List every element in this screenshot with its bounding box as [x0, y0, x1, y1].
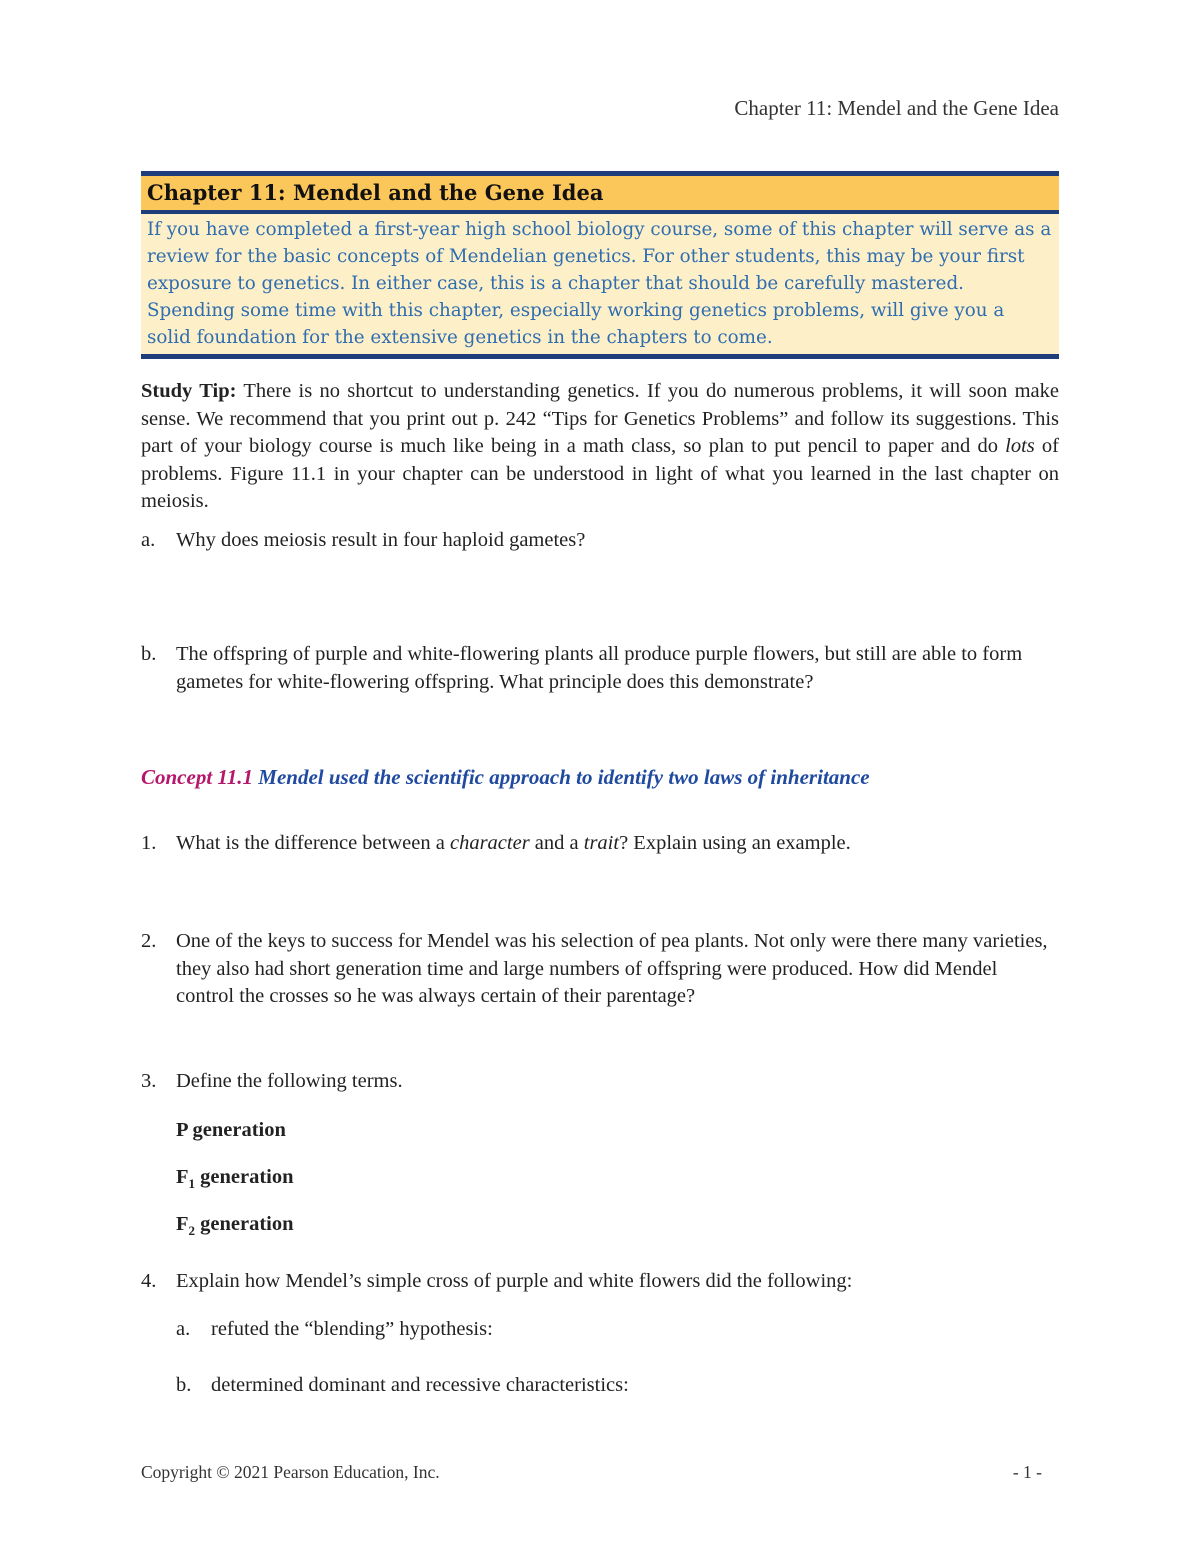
- term-subscript: 1: [188, 1176, 196, 1192]
- study-tip-text-2: of problems. Figure 11.1 in your chapter can be understood in light of what you learned in the last chapter on meiosis.: [141, 435, 1060, 512]
- question-marker: 2.: [141, 930, 157, 952]
- chapter-banner: [141, 171, 1059, 359]
- study-tip-text-1: There is no shortcut to understanding genetics. If you do numerous problems, it will soon make sense. We recommend that you print out p. 242 “Tips for Genetics Problems” and follow its suggestions. This part of your biology course is much like being in a math class, so plan to put pencil to paper and do: [141, 380, 1059, 457]
- running-header: Chapter 11: Mendel and the Gene Idea: [734, 96, 1059, 120]
- study-tip: [141, 378, 1059, 516]
- chapter-title: Chapter 11: Mendel and the Gene Idea: [141, 176, 1059, 210]
- question-marker: 4.: [141, 1270, 157, 1292]
- page-number: - 1 -: [1012, 1462, 1042, 1482]
- concept-number: Concept 11.1: [141, 765, 254, 789]
- question-marker: 3.: [141, 1070, 157, 1092]
- question-text: One of the keys to success for Mendel was his selection of pea plants. Not only were there many varieties, they also had short generation time and large numbers of offspring were produced. How did Mendel control the crosses so he was always certain of their parentage?: [176, 930, 1048, 1007]
- banner-bottom-rule: [141, 354, 1059, 359]
- chapter-intro: If you have completed a first-year high school biology course, some of this chapter will serve as a review for the basic concepts of Mendelian genetics. For other students, this may be your first exposure to genetics. In either case, this is a chapter that should be carefully mastered. Spending some time with this chapter, especially working genetics problems, will give you a solid foundation for the extensive genetics in the chapters to come.: [141, 214, 1059, 354]
- question-text: refuted the “blending” hypothesis:: [211, 1318, 493, 1340]
- question-text: determined dominant and recessive characteristics:: [211, 1374, 629, 1396]
- question-marker: b.: [176, 1374, 192, 1396]
- term-character: character: [449, 832, 530, 854]
- term-trait: trait: [583, 832, 620, 854]
- term-prefix: F: [176, 1213, 189, 1235]
- term-suffix: generation: [195, 1166, 294, 1188]
- question-marker: b.: [141, 643, 157, 665]
- concept-title: Mendel used the scientific approach to identify two laws of inheritance: [253, 765, 870, 789]
- question-text: Explain how Mendel’s simple cross of purple and white flowers did the following:: [176, 1270, 853, 1292]
- question-text-part: ? Explain using an example.: [619, 832, 851, 854]
- term-prefix: F: [176, 1166, 189, 1188]
- question-marker: a.: [176, 1318, 191, 1340]
- term-subscript: 2: [188, 1223, 196, 1239]
- copyright-footer: Copyright © 2021 Pearson Education, Inc.: [141, 1462, 440, 1482]
- question-text: The offspring of purple and white-flowering plants all produce purple flowers, but still are able to form gametes for white-flowering offspring. What principle does this demonstrate?: [176, 643, 1023, 693]
- question-text: Define the following terms.: [176, 1070, 403, 1092]
- question-text-part: What is the difference between a: [176, 832, 450, 854]
- term-suffix: generation: [195, 1213, 294, 1235]
- study-tip-emphasis: lots: [1005, 435, 1035, 457]
- question-marker: a.: [141, 529, 156, 551]
- concept-heading: [141, 765, 870, 790]
- question-text: [176, 830, 1060, 858]
- term-f2-generation: [176, 1213, 294, 1239]
- question-marker: 1.: [141, 832, 157, 854]
- term-p-generation: P generation: [176, 1119, 286, 1141]
- question-text-part: and a: [529, 832, 584, 854]
- term-f1-generation: [176, 1166, 294, 1192]
- study-tip-label: Study Tip:: [141, 380, 237, 402]
- question-text: Why does meiosis result in four haploid gametes?: [176, 529, 586, 551]
